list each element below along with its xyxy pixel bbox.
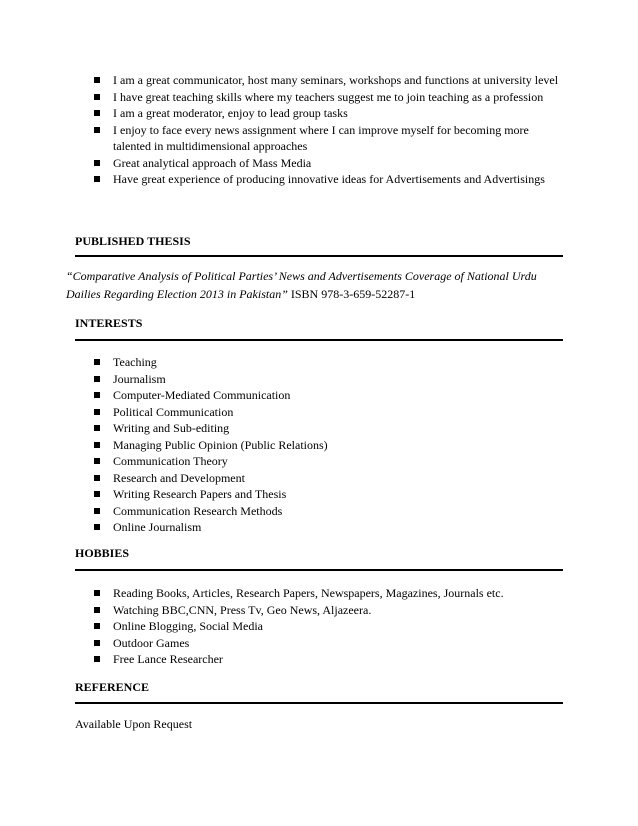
square-bullet-icon: [94, 160, 100, 166]
square-bullet-icon: [94, 508, 100, 514]
reference-text: Available Upon Request: [75, 717, 193, 731]
list-item: [0, 387, 638, 404]
hobby-text: Outdoor Games: [113, 635, 190, 650]
hobby-text: Online Blogging, Social Media: [113, 619, 263, 633]
square-bullet-icon: [94, 425, 100, 431]
interests-list: [0, 354, 638, 536]
interest-text: Journalism: [113, 371, 166, 386]
interest-text: Research and Development: [113, 470, 245, 485]
square-bullet-icon: [94, 458, 100, 464]
list-item: [0, 519, 638, 536]
interest-text: Writing and Sub-editing: [113, 421, 230, 435]
interest-text: Writing Research Papers and Thesis: [113, 487, 287, 501]
hobby-text: Reading Books, Articles, Research Papers, Newspapers, Magazines, Journals etc.: [113, 586, 504, 600]
square-bullet-icon: [94, 409, 100, 415]
section-divider: [75, 255, 563, 257]
skills-list: [0, 72, 638, 188]
square-bullet-icon: [94, 127, 100, 133]
list-item: [0, 122, 638, 155]
square-bullet-icon: [94, 607, 100, 613]
square-bullet-icon: [94, 77, 100, 83]
skill-text: I have great teaching skills where my teachers suggest me to join teaching as a profession: [113, 89, 544, 104]
hobbies-list: [0, 585, 638, 668]
section-divider: [75, 339, 563, 341]
list-item: [0, 618, 638, 635]
square-bullet-icon: [94, 623, 100, 629]
interest-text: Political Communication: [113, 404, 234, 419]
square-bullet-icon: [94, 475, 100, 481]
section-divider: [75, 569, 563, 571]
list-item: [0, 503, 638, 520]
section-divider: [75, 702, 563, 704]
square-bullet-icon: [94, 590, 100, 596]
interest-text: Communication Theory: [113, 454, 228, 468]
skill-text: Great analytical approach of Mass Media: [113, 155, 312, 170]
interest-text: Managing Public Opinion (Public Relations): [113, 437, 328, 452]
square-bullet-icon: [94, 442, 100, 448]
list-item: [0, 585, 638, 602]
skill-text: I am a great moderator, enjoy to lead group tasks: [113, 106, 348, 120]
square-bullet-icon: [94, 524, 100, 530]
square-bullet-icon: [94, 376, 100, 382]
interest-text: Online Journalism: [113, 520, 202, 534]
list-item: [0, 105, 638, 122]
published-thesis-heading: PUBLISHED THESIS: [75, 234, 191, 248]
list-item: [0, 602, 638, 619]
square-bullet-icon: [94, 491, 100, 497]
interest-text: Computer-Mediated Communication: [113, 388, 291, 402]
square-bullet-icon: [94, 640, 100, 646]
list-item: [0, 420, 638, 437]
list-item: [0, 354, 638, 371]
skill-text: I am a great communicator, host many seminars, workshops and functions at university level: [113, 73, 559, 87]
square-bullet-icon: [94, 392, 100, 398]
interests-heading: INTERESTS: [75, 316, 143, 330]
list-item: [0, 651, 638, 668]
square-bullet-icon: [94, 110, 100, 116]
square-bullet-icon: [94, 656, 100, 662]
skill-text: I enjoy to face every news assignment where I can improve myself for becoming more talented in multidimensional approaches: [113, 122, 529, 153]
hobby-text: Free Lance Researcher: [113, 652, 223, 666]
interest-text: Communication Research Methods: [113, 503, 283, 518]
square-bullet-icon: [94, 359, 100, 365]
interest-text: Teaching: [113, 355, 157, 369]
list-item: [0, 470, 638, 487]
list-item: [0, 155, 638, 172]
hobby-text: Watching BBC,CNN, Press Tv, Geo News, Aljazeera.: [113, 602, 372, 617]
list-item: [0, 72, 638, 89]
list-item: [0, 453, 638, 470]
thesis-isbn: ISBN 978-3-659-52287-1: [287, 286, 416, 301]
list-item: [0, 89, 638, 106]
list-item: [0, 635, 638, 652]
square-bullet-icon: [94, 176, 100, 182]
thesis-title: “Comparative Analysis of Political Parties’ News and Advertisements Coverage of National Urdu Dailies Regarding Election 2013 in Pakistan”: [66, 269, 537, 301]
list-item: [0, 371, 638, 388]
square-bullet-icon: [94, 94, 100, 100]
list-item: [0, 171, 638, 188]
list-item: [0, 404, 638, 421]
skill-text: Have great experience of producing innovative ideas for Advertisements and Advertisings: [113, 172, 545, 186]
thesis-citation: [66, 268, 566, 303]
list-item: [0, 486, 638, 503]
hobbies-heading: HOBBIES: [75, 546, 130, 560]
reference-heading: REFERENCE: [75, 680, 150, 694]
list-item: [0, 437, 638, 454]
